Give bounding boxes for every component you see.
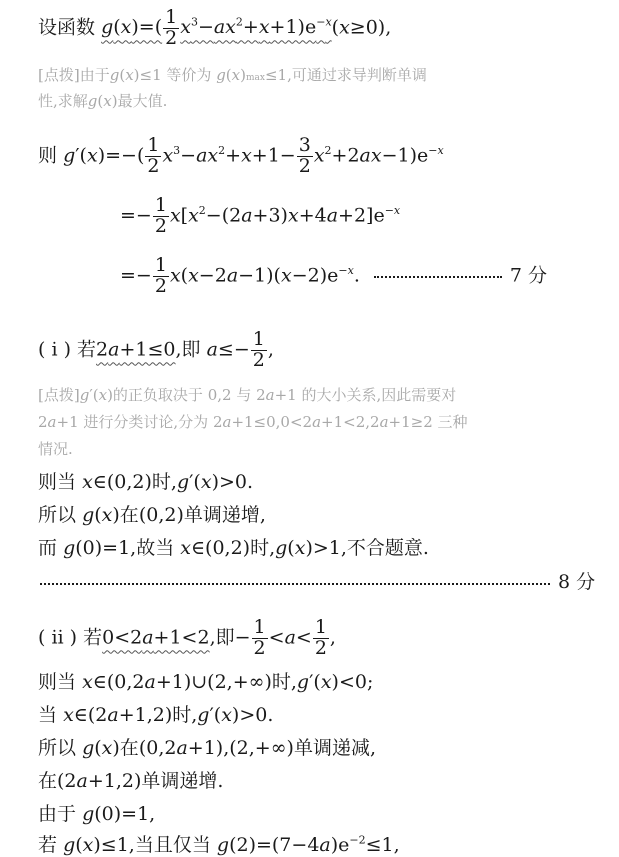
score-line-8 [40,567,595,594]
case-ii-heading: ( ⅱ ) 若0<2a+1<2,即− $\frac{1}{2}$ <a< $\frac{1}{2}$ , [38,616,336,659]
score-8: 8 分 [558,571,596,593]
case-i-line-2: 所以 g(x)在(0,2)单调递增, [38,504,266,526]
hint-note-1-cont: 性,求解g(x)最大值. [38,92,168,110]
case-ii-line-4: 在(2a+1,2)单调递增. [38,770,224,792]
case-ii-line-6: 若 g(x)≤1,当且仅当 $g(2)=(7-4a)e^{-2}\le 1$, [38,833,400,856]
case-ii-line-1: 则当 x∈(0,2a+1)∪(2,+∞)时,g′(x)<0; [38,671,374,693]
leader-dots-long [40,581,550,585]
score-7: 7 分 [509,264,547,287]
case-ii-line-3: 所以 g(x)在(0,2a+1),(2,+∞)单调递减, [38,737,376,759]
hint-note-2-end: 情况. [38,440,73,458]
derivative-line-1: 则 g′(x)=−( $\frac{1}{2}$ $x^3-ax^2+x+1-$ $\frac{3}{2}$ $x^2+2ax-1)e^{-x}$ [38,134,444,177]
function-definition: 设函数 g(x)=( $\frac{1}{2}$ $x^3-ax^2+x+1)e^{-x}(x\ge 0)$, [38,6,392,49]
case-ii-line-5: 由于 g(0)=1, [38,803,156,825]
case-i-line-3: 而 g(0)=1,故当 x∈(0,2)时,g(x)>1,不合题意. [38,537,429,559]
derivative-line-3: =− $\frac{1}{2}$ $x(x-2a-1)(x-2)e^{-x}$. 7 分 [120,254,547,297]
leader-dots [374,274,502,278]
case-i-line-1: 则当 x∈(0,2)时,g′(x)>0. [38,471,254,493]
hint-note-2-cont: 2a+1 进行分类讨论,分为 2a+1≤0,0<2a+1<2,2a+1≥2 三种 [38,413,468,431]
case-i-heading: ( ⅰ ) 若2a+1≤0,即 a≤− $\frac{1}{2}$ , [38,328,274,371]
hint-note-1: [点拨]由于g(x)≤1 等价为 g(x)max≤1,可通过求导判断单调 [38,66,427,84]
case-ii-line-2: 当 x∈(2a+1,2)时,g′(x)>0. [38,704,274,726]
derivative-line-2: =− $\frac{1}{2}$ $x[x^2-(2a+3)x+4a+2]e^{-x}$ [120,194,401,237]
hint-note-2: [点拨]g′(x)的正负取决于 0,2 与 2a+1 的大小关系,因此需要对 [38,386,457,404]
